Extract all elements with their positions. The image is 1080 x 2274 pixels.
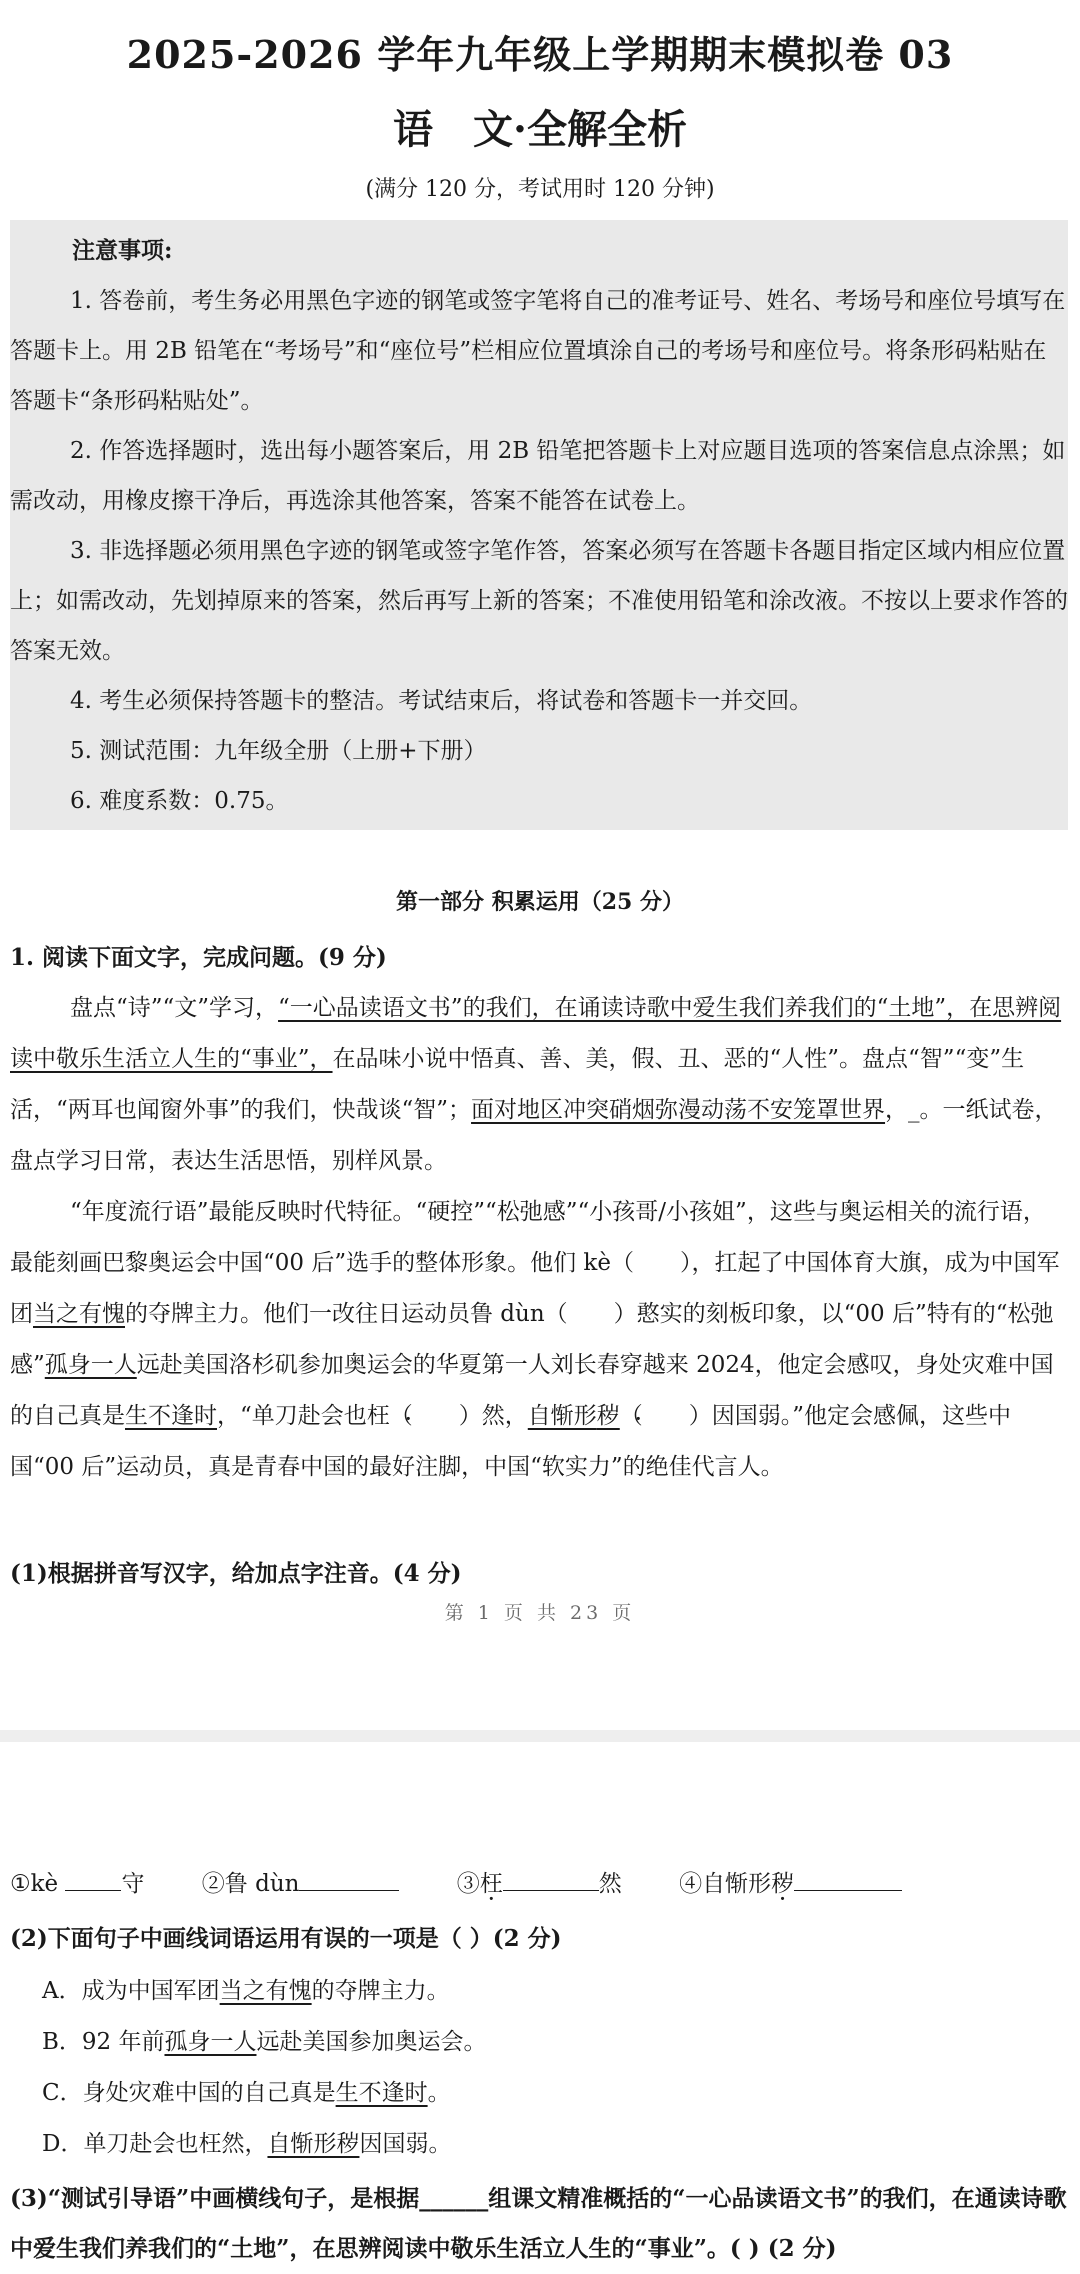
fill-item-1 — [10, 1865, 144, 1898]
passage — [10, 932, 1068, 1493]
notice-heading: 注意事项: — [72, 237, 173, 264]
fill-item-3 — [457, 1865, 622, 1898]
notice-item: 6. 难度系数：0.75。 — [70, 788, 289, 814]
option-text: A．成为中国军团 — [42, 1978, 220, 2004]
underlined-word: 孤身一人 — [44, 1352, 137, 1378]
underlined-word — [528, 1403, 620, 1429]
fill-blank-row — [10, 1865, 1070, 1898]
text-run: 盘点“诗”“文”学习， — [70, 995, 279, 1021]
option-text: 因国弱。 — [359, 2131, 452, 2157]
page-2 — [0, 1742, 1080, 2262]
option-a[interactable] — [42, 1972, 450, 2005]
text-run: “年度流行语”最能反映时代特征。“硬控”“松弛感”“小孩哥/小孩姐”，这些与奥运相关的流行语，最能刻画巴黎奥运会中国“00 后”选手的整体形象。他们 kè（ ），扛起了中国体育大旗，成为中国军团 — [10, 1199, 1060, 1327]
underlined-word: 孤身一人 — [164, 2029, 257, 2055]
fill-label: ③ — [456, 1871, 480, 1897]
option-text: 。 — [427, 2080, 451, 2106]
underlined-word: 当之有愧 — [219, 1978, 312, 2004]
fill-label: ②鲁 dùn — [201, 1871, 300, 1897]
underlined-word: 生不逢时 — [125, 1403, 217, 1429]
notice-item: 1. 答卷前，考生务必用黑色字迹的钢笔或签字笔将自己的准考证号、姓名、考场号和座位号填写在答题卡上。用 2B 铅笔在“考场号”和“座位号”栏相应位置填涂自己的考场号和座位号。将条形码粘贴在答题卡“条形码粘贴处”。 — [10, 288, 1066, 414]
exam-subtitle: 语 文·全解全析 — [393, 106, 687, 153]
page-separator — [0, 1730, 1080, 1742]
answer-blank[interactable] — [299, 1868, 399, 1891]
underlined-word: 生不逢时 — [335, 2080, 428, 2106]
dotted-char: 秽 · — [597, 1403, 620, 1429]
option-text: C．身处灾难中国的自己真是 — [42, 2080, 336, 2106]
fill-label: ④自惭形 — [679, 1871, 772, 1897]
dotted-char: 枉 · — [367, 1403, 390, 1429]
answer-blank[interactable] — [794, 1868, 902, 1891]
text-run: 远赴美国洛杉矶参加奥运会的华夏第一人刘长春穿越来 2024，他定会感叹，身处灾难中国的自己真是 — [10, 1352, 1054, 1429]
passage-paragraph-1 — [10, 983, 1068, 1187]
notice-box — [10, 220, 1068, 830]
text-run: ，_。一纸试卷，盘点学习日常，表达生活思悟，别样风景。 — [10, 1097, 1058, 1174]
part-heading: 第一部分 积累运用（25 分） — [396, 889, 684, 915]
exam-title: 2025-2026 学年九年级上学期期末模拟卷 03 — [126, 32, 954, 77]
underlined-sentence: 面对地区冲突硝烟弥漫动荡不安笼罩世界 — [471, 1097, 886, 1123]
underlined-sentence: “一心品读语文书”的我们，在诵读诗歌中爱生我们养我们的“土地”，在思辨阅读中敬乐生活立人生的“事业”， — [10, 995, 1062, 1072]
question-3-text: (3)“测试引导语”中画横线句子，是根据______组课文精准概括的“一心品读语文书”的我们，在通读诗歌中爱生我们养我们的“土地”，在思辨阅读中敬乐生活立人生的“事业”。( ) (2 分) — [10, 2185, 1067, 2262]
notice-item: 2. 作答选择题时，选出每小题答案后，用 2B 铅笔把答题卡上对应题目选项的答案信息点涂黑；如需改动，用橡皮擦干净后，再选涂其他答案，答案不能答在试卷上。 — [10, 438, 1066, 514]
text-run: 自惭形 — [527, 1403, 597, 1429]
text-run: （ ）因国弱。”他定会感佩，这些中国“00 后”运动员，真是青春中国的最好注脚，中国“软实力”的绝佳代言人。 — [10, 1403, 1012, 1480]
option-text: D．单刀赴会也枉然， — [42, 2131, 268, 2157]
fill-item-2 — [202, 1865, 400, 1898]
dotted-char: 秽 — [771, 1871, 795, 1897]
fill-label: 然 — [598, 1871, 622, 1897]
question-1-title: 1. 阅读下面文字，完成问题。(9 分) — [10, 944, 387, 971]
underlined-word: 当之有愧 — [33, 1301, 125, 1327]
notice-item: 4. 考生必须保持答题卡的整洁。考试结束后，将试卷和答题卡一并交回。 — [70, 688, 813, 714]
option-c[interactable] — [42, 2074, 451, 2107]
answer-blank[interactable] — [65, 1868, 121, 1891]
page-number: 第 1 页 共 23 页 — [444, 1602, 636, 1624]
question-2-title: (2)下面句子中画线词语运用有误的一项是（ ）(2 分) — [10, 1925, 562, 1952]
text-run: ，“单刀赴会也 — [217, 1403, 367, 1429]
notice-item: 3. 非选择题必须用黑色字迹的钢笔或签字笔作答，答案必须写在答题卡各题目指定区域内相应位置上；如需改动，先划掉原来的答案，然后再写上新的答案；不准使用铅笔和涂改液。不按以上要求作答的答案无效。 — [10, 538, 1068, 664]
option-d[interactable] — [42, 2125, 451, 2158]
fill-label: ①kè — [10, 1871, 59, 1897]
text-run: 在品味小说中悟真、善、美，假、丑、恶的“人性”。盘点“智”“变”生活，“两耳也闻窗外事”的我们，快哉谈“智”； — [10, 1046, 1025, 1123]
text-run: 的夺牌主力。他们一改往日运动员鲁 dùn（ ）憨实的刻板印象，以“00 后”特有的“松弛感” — [10, 1301, 1054, 1378]
fill-label: 守 — [121, 1871, 145, 1897]
option-b[interactable] — [42, 2023, 486, 2056]
option-text: 远赴美国参加奥运会。 — [256, 2029, 487, 2055]
notice-item: 5. 测试范围：九年级全册（上册+下册） — [70, 738, 487, 764]
text-run: （ ）然， — [389, 1403, 528, 1429]
fill-item-4 — [679, 1865, 902, 1898]
option-text: B．92 年前 — [42, 2029, 165, 2055]
underlined-word: 自惭形秽 — [267, 2131, 360, 2157]
score-info: (满分 120 分，考试用时 120 分钟) — [365, 177, 715, 202]
option-text: 的夺牌主力。 — [311, 1978, 450, 2004]
passage-paragraph-2 — [10, 1187, 1068, 1493]
sub-question-1: (1)根据拼音写汉字，给加点字注音。(4 分) — [10, 1560, 462, 1587]
dotted-char: 枉 — [479, 1871, 503, 1897]
answer-blank[interactable] — [503, 1868, 599, 1891]
